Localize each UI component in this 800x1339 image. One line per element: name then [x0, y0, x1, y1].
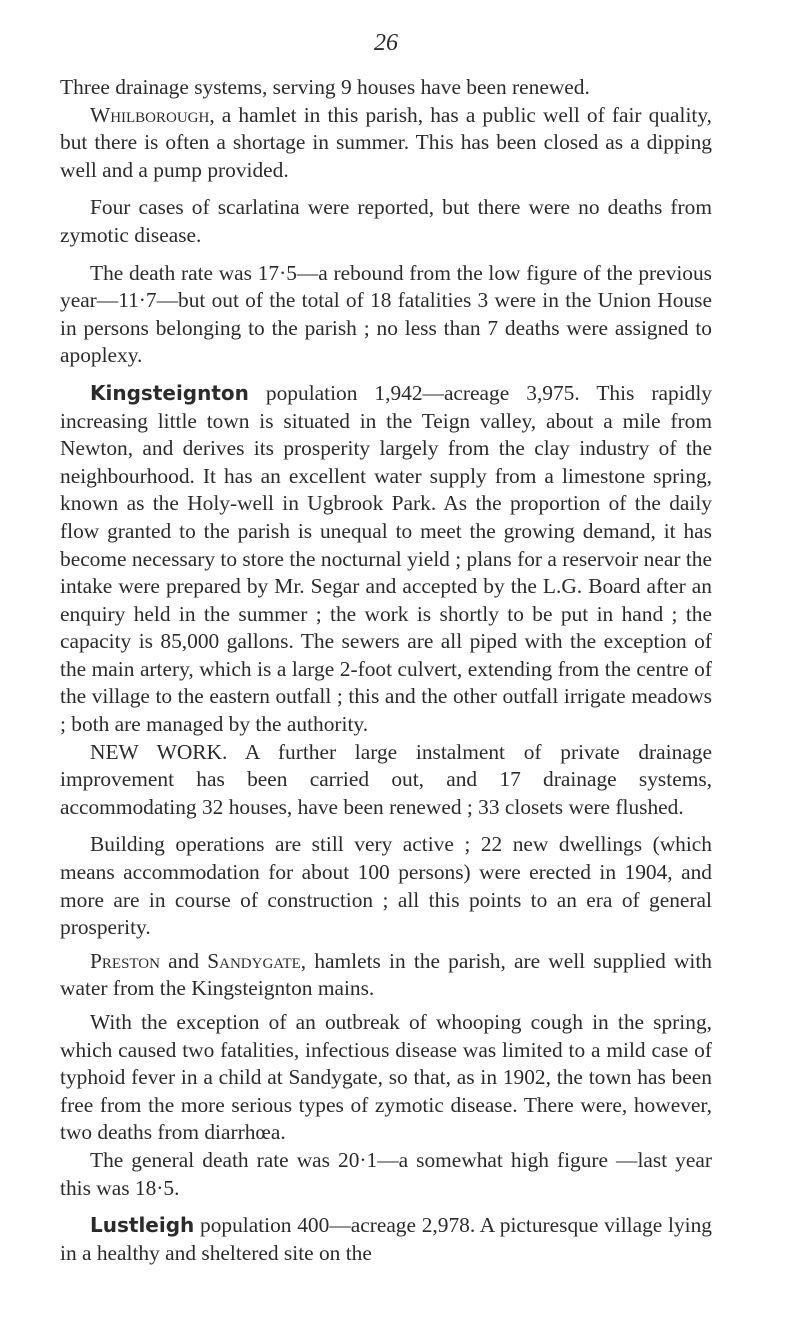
paragraph-general-death-rate: The general death rate was 20·1—a somewhat high figure —last year this was 18·5. — [60, 1147, 712, 1200]
paragraph-kingsteignton-text: population 1,942—acreage 3,975. This rapidly increasing little town is situated in the Teign valley, about a mile from Newton, and derives its prosperity largely from the clay industry of the neighbourhood. It has an excellent water supply from a limestone spring, known as the Holy-well in Ugbrook Park. As the proportion of the daily flow granted to the parish is unequal to meet the growing demand, it has become necessary to store the nocturnal yield ; plans for a reservoir near the intake were prepared by Mr. Segar and accepted by the L.G. Board after an enquiry held in the summer ; the work is shortly to be put in hand ; the capacity is 85,000 gallons. The sewers are all piped with the exception of the main artery, which is a large 2-foot culvert, extending from the centre of the village to the eastern outfall ; this and the other outfall irrigate meadows ; both are managed by the authority. — [60, 380, 712, 737]
place-name-whilborough: Whilborough, — [90, 102, 215, 127]
paragraph-lustleigh-text: population 400—acreage 2,978. A picturesque village lying in a healthy and sheltered site on the — [60, 1213, 712, 1265]
paragraph-whooping-cough: With the exception of an outbreak of whooping cough in the spring, which caused two fatalities, infectious disease was limited to a mild case of typhoid fever in a child at Sandygate, so that, as in 1902, the town has been free from the more serious types of zymotic disease. There were, however, two deaths from diarrhœa. — [60, 1010, 712, 1145]
paragraph-new-work: NEW WORK. A further large instalment of private drainage improvement has been carried out, and 17 drainage systems, accommodating 32 houses, have been renewed ; 33 closets were flushed. — [60, 739, 712, 819]
paragraph-whilborough-text: a hamlet in this parish, has a public well of fair quality, but there is often a shortage in summer. This has been closed as a dipping well and a pump provided. — [60, 102, 712, 182]
paragraph-scarlatina: Four cases of scarlatina were reported, but there were no deaths from zymotic disease. — [60, 195, 712, 247]
paragraph-building-operations: Building operations are still very active ; 22 new dwellings (which means accommodation for about 100 persons) were erected in 1904, and more are in course of construction ; all this points to an era of general prosperity. — [60, 832, 712, 940]
paragraph-lustleigh — [60, 1212, 712, 1267]
document-page — [60, 28, 712, 1267]
place-name-sandygate: Sandygate, — [207, 948, 307, 973]
paragraph-preston-sandygate-text: hamlets in the parish, are well supplied with water from the Kingsteignton mains. — [60, 948, 712, 1001]
place-heading-kingsteignton: Kingsteignton — [90, 380, 249, 405]
conjunction-and: and — [159, 948, 208, 973]
paragraph-whilborough — [60, 102, 712, 185]
place-heading-lustleigh: Lustleigh — [90, 1213, 195, 1238]
paragraph-preston-sandygate — [60, 948, 712, 1003]
paragraph-death-rate: The death rate was 17·5—a rebound from the low figure of the previous year—11·7—but out of the total of 18 fatalities 3 were in the Union House in persons belonging to the parish ; no less than 7 deaths were assigned to apoplexy. — [60, 260, 712, 368]
paragraph-drainage-systems: Three drainage systems, serving 9 houses have been renewed. — [60, 75, 590, 99]
page-number: 26 — [374, 30, 398, 56]
paragraph-kingsteignton — [60, 380, 712, 739]
place-name-preston: Preston — [90, 948, 160, 973]
